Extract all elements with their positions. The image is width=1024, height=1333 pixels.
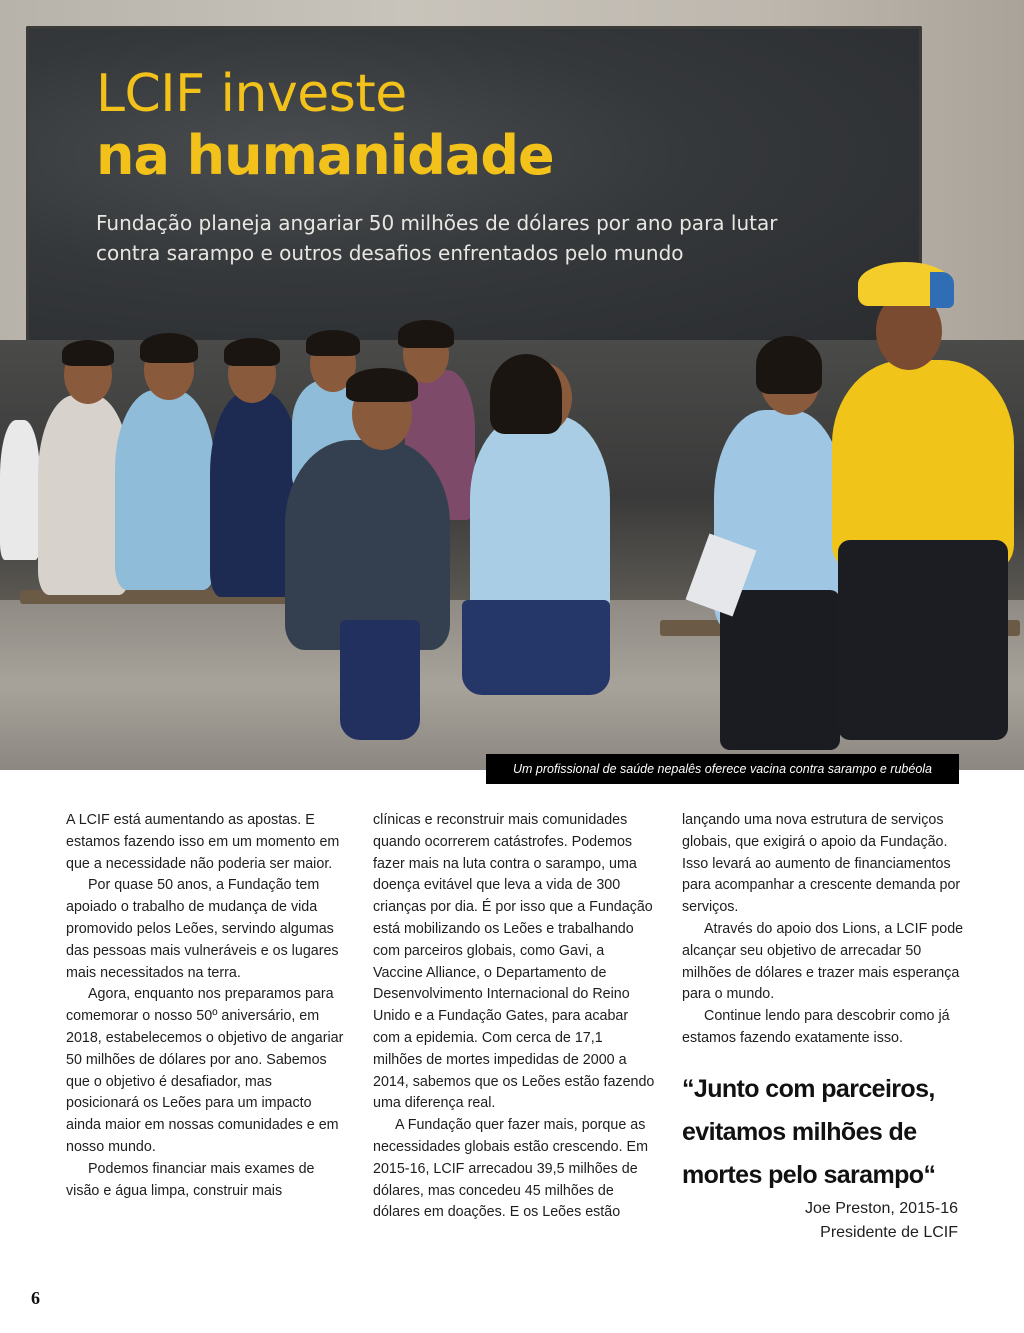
article-column-3 <box>682 810 964 1245</box>
paragraph: Podemos financiar mais exames de visão e água limpa, construir mais <box>66 1160 315 1199</box>
page-number: 6 <box>31 1288 40 1308</box>
paragraph: Por quase 50 anos, a Fundação tem apoiado o trabalho de mudança de vida promovido pelos Leões, servindo algumas das pessoas mais vulneráveis e os lugares mais necessitados na terra. <box>66 877 339 981</box>
paragraph: A LCIF está aumentando as apostas. E estamos fazendo isso em um momento em que a necessidade não poderia ser maior. <box>66 812 340 872</box>
quote-author: Joe Preston, 2015-16 <box>805 1199 958 1217</box>
paragraph: Através do apoio dos Lions, a LCIF pode alcançar seu objetivo de arrecadar 50 milhões de dólares e trazer mais esperança para o mundo. <box>682 920 964 1003</box>
article-title-line2: na humanidade <box>96 124 554 187</box>
article-subtitle: Fundação planeja angariar 50 milhões de dólares por ano para lutar contra sarampo e outros desafios enfrentados pelo mundo <box>96 211 778 265</box>
article-column-1 <box>66 810 348 1202</box>
paragraph: A Fundação quer fazer mais, porque as necessidades globais estão crescendo. Em 2015-16, LCIF arrecadou 39,5 milhões de dólares, mas concedeu 45 milhões de dólares em doações. E os Leões estão <box>373 1117 648 1221</box>
paragraph: Continue lendo para descobrir como já estamos fazendo exatamente isso. <box>682 1008 950 1046</box>
quote-author-role: Presidente de LCIF <box>820 1223 958 1241</box>
photo-caption: Um profissional de saúde nepalês oferece vacina contra sarampo e rubéola <box>486 754 959 784</box>
paragraph: clínicas e reconstruir mais comunidades quando ocorrerem catástrofes. Podemos fazer mais na luta contra o sarampo, uma doença evitável que leva a vida de 300 crianças por dia. É por isso que a Fundação está mobilizando os Leões e trabalhando com parceiros globais, como Gavi, a Vaccine Alliance, o Departamento de Desenvolvimento Internacional do Reino Unido e a Fundação Gates, para acabar com a epidemia. Com cerca de 17,1 milhões de mortes impedidas de 2000 a 2014, sabemos que os Leões estão fazendo uma diferença real. <box>373 812 655 1112</box>
paragraph: lançando uma nova estrutura de serviços globais, que exigirá o apoio da Fundação. Isso levará ao aumento de financiamentos para acompanhar a crescente demanda por serviços. <box>682 812 961 916</box>
paragraph: Agora, enquanto nos preparamos para comemorar o nosso 50º aniversário, em 2018, estabelecemos o objetivo de angariar 50 milhões de dólares por ano. Sabemos que o objetivo é desafiador, mas posicionará os Leões para um impacto ainda maior em nossas comunidades e em nosso mundo. <box>66 986 344 1155</box>
pull-quote: “Junto com parceiros, evitamos milhões de mortes pelo sarampo“ <box>682 1074 936 1189</box>
article-title-line1: LCIF investe <box>96 64 407 124</box>
article-column-2 <box>373 810 655 1224</box>
